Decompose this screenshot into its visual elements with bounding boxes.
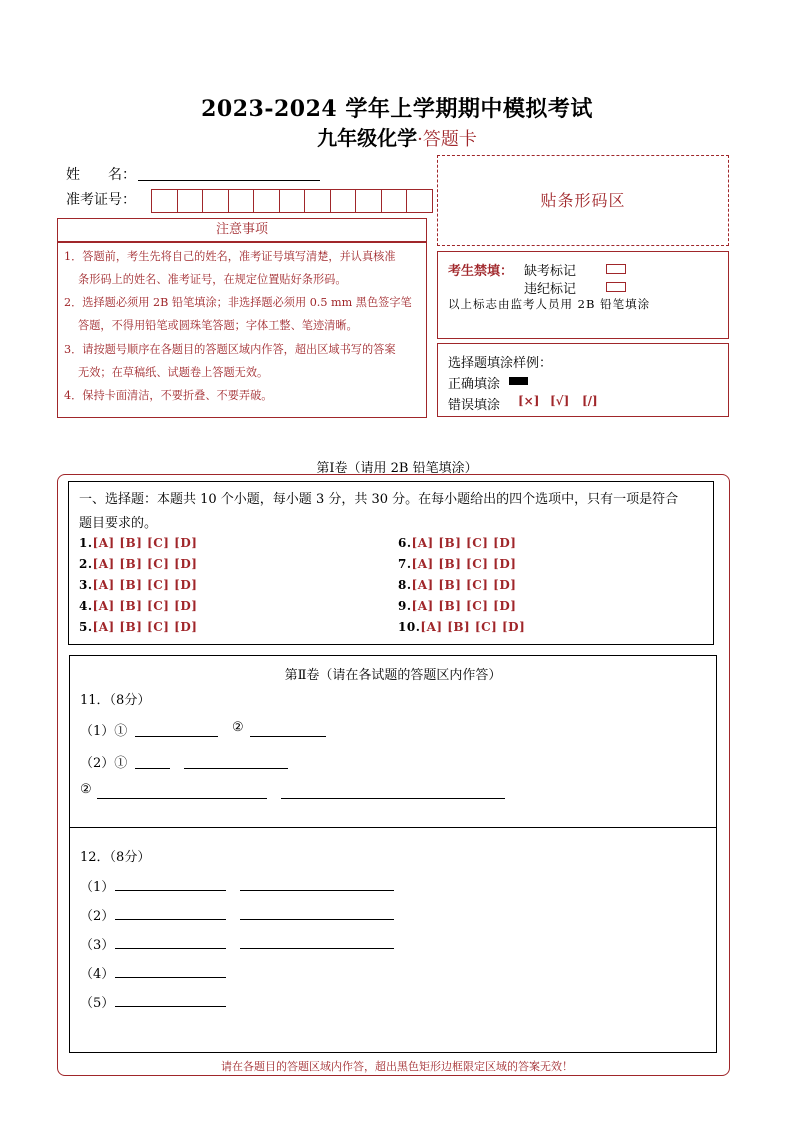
id-number-boxes[interactable]	[151, 189, 433, 213]
mcq-row-7[interactable]: 7.[A] [B] [C] [D]	[398, 557, 517, 571]
correct-fill-label: 正确填涂	[448, 377, 501, 392]
wrong-fill-label: 错误填涂	[448, 398, 501, 413]
examiner-note: 以上标志由监考人员用 2B 铅笔填涂	[448, 297, 651, 311]
mcq-row-1[interactable]: 1.[A] [B] [C] [D]	[79, 536, 198, 550]
name-field[interactable]	[138, 180, 320, 181]
fill-sample-box	[437, 343, 729, 417]
notice-line: 无效；在草稿纸、试题卷上答题无效。	[78, 366, 269, 379]
q12-label: （1）	[80, 880, 115, 895]
notice-line: 3．请按题号顺序在各题目的答题区域内作答，超出区域书写的答案	[64, 343, 396, 356]
violation-checkbox[interactable]	[606, 282, 626, 292]
mcq-row-3[interactable]: 3.[A] [B] [C] [D]	[79, 578, 198, 592]
q11-part1b-label: ②	[232, 720, 244, 735]
q12-label: （3）	[80, 938, 115, 953]
q12-blank[interactable]	[115, 1006, 226, 1007]
q12-blank[interactable]	[115, 948, 226, 949]
part2-title: 第Ⅱ卷（请在各试题的答题区内作答）	[284, 668, 502, 683]
wrong-mark-cross: [×]	[518, 394, 540, 408]
notice-line: 条形码上的姓名、准考证号，在规定位置贴好条形码。	[78, 273, 347, 286]
q11-blank[interactable]	[281, 798, 505, 799]
q12-label: （4）	[80, 967, 115, 982]
mcq-row-8[interactable]: 8.[A] [B] [C] [D]	[398, 578, 517, 592]
q11-blank[interactable]	[135, 736, 218, 737]
notice-line: 2．选择题必须用 2B 铅笔填涂；非选择题必须用 0.5 mm 黑色签字笔	[64, 296, 412, 309]
barcode-area: 贴条形码区	[437, 155, 729, 246]
id-label: 准考证号：	[66, 192, 136, 208]
q12-blank[interactable]	[115, 977, 226, 978]
mcq-row-10[interactable]: 10.[A] [B] [C] [D]	[398, 620, 526, 634]
mcq-row-5[interactable]: 5.[A] [B] [C] [D]	[79, 620, 198, 634]
mcq-row-2[interactable]: 2.[A] [B] [C] [D]	[79, 557, 198, 571]
question-divider	[70, 827, 716, 828]
examiner-mark-box	[437, 251, 729, 339]
mcq-row-9[interactable]: 9.[A] [B] [C] [D]	[398, 599, 517, 613]
mcq-row-4[interactable]: 4.[A] [B] [C] [D]	[79, 599, 198, 613]
q12-blank[interactable]	[115, 919, 226, 920]
q11-part2b-label: ②	[80, 782, 92, 797]
exam-subtitle: 九年级化学·答题卡	[317, 126, 477, 150]
mcq-intro: 一、选择题：本题共 10 个小题，每小题 3 分，共 30 分。在每小题给出的四个选项中，只有一项是符合 题目要求的。	[79, 492, 679, 531]
notice-line: 1．答题前，考生先将自己的姓名，准考证号填写清楚，并认真核准	[64, 250, 396, 263]
part2-section	[69, 655, 717, 1053]
violation-label: 违纪标记	[524, 282, 577, 297]
notice-heading: 注意事项	[57, 218, 427, 242]
q11-blank[interactable]	[97, 798, 267, 799]
q11-part2-label: （2）①	[80, 756, 128, 771]
q11-blank[interactable]	[135, 768, 170, 769]
wrong-mark-slash: [/]	[582, 394, 598, 408]
part1-title: 第Ⅰ卷（请用 2B 铅笔填涂）	[316, 461, 478, 476]
notice-line: 4．保持卡面清洁，不要折叠、不要弄破。	[64, 389, 273, 402]
mcq-section	[68, 481, 714, 645]
q12-blank[interactable]	[240, 890, 394, 891]
exam-title: 2023-2024 学年上学期期中模拟考试	[201, 96, 593, 122]
name-label: 姓 名：	[66, 167, 136, 183]
absent-checkbox[interactable]	[606, 264, 626, 274]
mcq-row-6[interactable]: 6.[A] [B] [C] [D]	[398, 536, 517, 550]
wrong-mark-check: [√]	[550, 394, 570, 408]
examiner-label: 考生禁填：	[448, 264, 514, 279]
q11-title: 11．（8分）	[80, 693, 151, 708]
q12-label: （2）	[80, 909, 115, 924]
q12-label: （5）	[80, 996, 115, 1011]
q12-blank[interactable]	[115, 890, 226, 891]
correct-fill-mark	[509, 377, 528, 385]
notice-box	[57, 242, 427, 418]
notice-line: 答题，不得用铅笔或圆珠笔答题；字体工整、笔迹清晰。	[78, 319, 358, 332]
footer-warning: 请在各题目的答题区域内作答，超出黑色矩形边框限定区域的答案无效！	[221, 1060, 573, 1073]
q11-blank[interactable]	[184, 768, 288, 769]
sample-title: 选择题填涂样例：	[448, 356, 553, 371]
q12-blank[interactable]	[240, 948, 394, 949]
q12-blank[interactable]	[240, 919, 394, 920]
q12-title: 12．（8分）	[80, 850, 151, 865]
q11-part1-label: （1）①	[80, 724, 128, 739]
q11-blank[interactable]	[250, 736, 326, 737]
absent-label: 缺考标记	[524, 264, 577, 279]
